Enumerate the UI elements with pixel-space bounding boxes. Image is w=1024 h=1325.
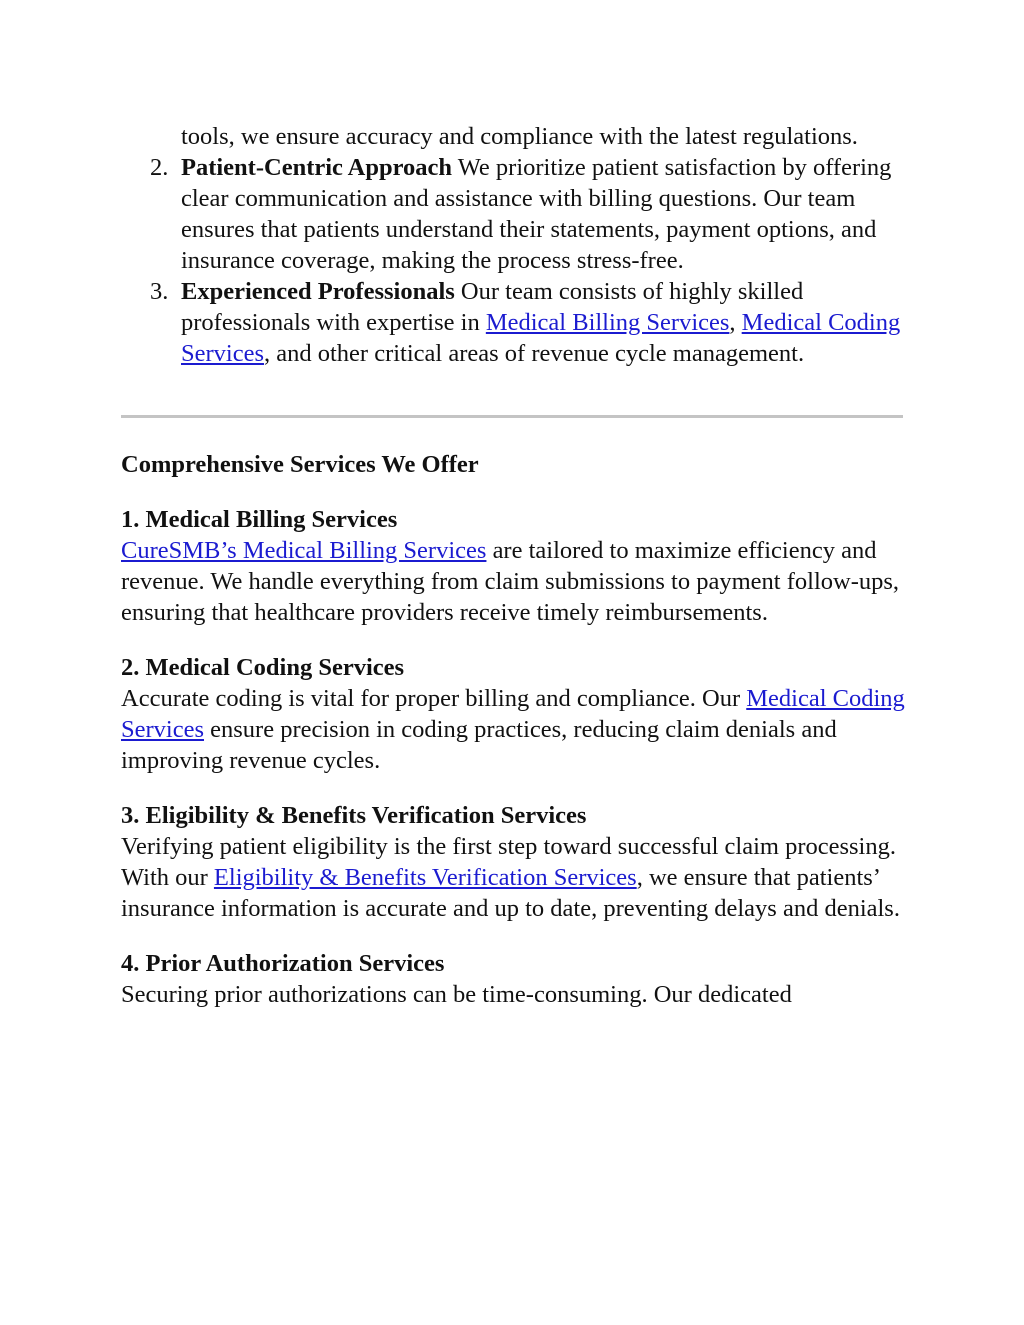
service-medical-billing (121, 504, 911, 628)
service-text: are tailored to maximize efficiency and revenue. We handle everything from claim submissions to payment follow-ups, ensuring that healthcare providers receive timely reimbursements. (121, 537, 900, 626)
horizontal-divider (121, 415, 903, 418)
service-medical-coding (121, 652, 911, 776)
service-prior-authorization (121, 948, 911, 1010)
list-item-text-end: , and other critical areas of revenue cycle management. (264, 340, 805, 367)
service-description (121, 979, 911, 1010)
list-item-title: Patient-Centric Approach (181, 154, 453, 181)
medical-billing-services-link[interactable]: Medical Billing Services (485, 309, 730, 336)
list-item-1-continuation (121, 121, 911, 152)
service-text: Accurate coding is vital for proper billing and compliance. Our (121, 685, 747, 712)
service-text-end: ensure precision in coding practices, reducing claim denials and improving revenue cycles. (121, 716, 837, 774)
list-item-text: Our team consists of highly skilled professionals with expertise in (181, 278, 804, 336)
medical-coding-services-link[interactable]: Medical Coding Services (121, 685, 905, 743)
list-item-text: We prioritize patient satisfaction by offering clear communication and assistance with billing questions. Our team ensures that patients understand their statements, payment options, and insurance coverage, making the process stress-free. (181, 154, 892, 274)
service-eligibility-verification (121, 800, 911, 924)
service-heading: 4. Prior Authorization Services (121, 950, 445, 977)
list-item-1-text: tools, we ensure accuracy and compliance with the latest regulations. (181, 123, 858, 150)
list-number: 2. (150, 154, 169, 181)
separator-text: , (729, 309, 742, 336)
service-text-end: , we ensure that patients’ insurance information is accurate and up to date, preventing delays and denials. (121, 864, 900, 922)
list-item-title: Experienced Professionals (181, 278, 455, 305)
curesmb-medical-billing-link[interactable]: CureSMB’s Medical Billing Services (121, 537, 487, 564)
service-description (121, 683, 911, 776)
service-text: Securing prior authorizations can be time-consuming. Our dedicated (121, 981, 792, 1008)
service-description (121, 831, 911, 924)
list-item-experienced-professionals (121, 276, 911, 369)
service-heading: 1. Medical Billing Services (121, 506, 398, 533)
service-heading: 2. Medical Coding Services (121, 654, 405, 681)
list-number: 3. (150, 278, 169, 305)
medical-coding-services-link[interactable]: Medical Coding Services (181, 309, 901, 367)
section-title: Comprehensive Services We Offer (121, 451, 479, 478)
document-page (121, 121, 911, 1010)
service-heading: 3. Eligibility & Benefits Verification Services (121, 802, 587, 829)
service-description (121, 535, 911, 628)
service-text: Verifying patient eligibility is the first step toward successful claim processing. With our (121, 833, 896, 891)
list-item-patient-centric (121, 152, 911, 276)
eligibility-benefits-verification-link[interactable]: Eligibility & Benefits Verification Services (213, 864, 637, 891)
